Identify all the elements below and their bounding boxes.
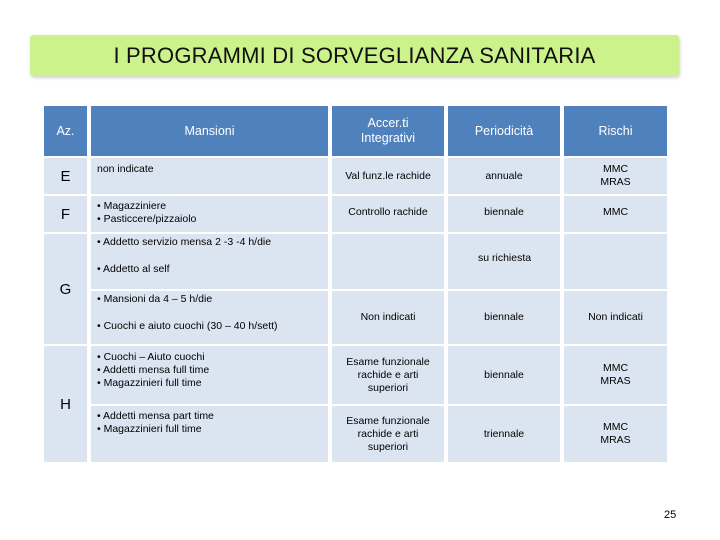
row-h-accertamenti-2: Esame funzionale rachide e arti superiori — [332, 406, 444, 462]
row-f-accertamenti: Controllo rachide — [332, 196, 444, 232]
row-h-periodicita-2: triennale — [448, 406, 560, 462]
row-g-rischi-b: Non indicati — [564, 291, 667, 344]
header-periodicita: Periodicità — [448, 106, 560, 156]
row-h-periodicita-1: biennale — [448, 346, 560, 404]
row-f-mansioni: • Magazziniere • Pasticcere/pizzaiolo — [91, 196, 328, 232]
row-e-periodicita: annuale — [448, 158, 560, 194]
row-h-rischi-2: MMC MRAS — [564, 406, 667, 462]
row-g-mansioni-4: • Cuochi e aiuto cuochi (30 – 40 h/sett) — [97, 320, 278, 332]
row-g-az: G — [44, 234, 87, 344]
row-f-rischi: MMC — [564, 196, 667, 232]
slide-title: I PROGRAMMI DI SORVEGLIANZA SANITARIA — [113, 42, 596, 68]
row-e-rischi: MMC MRAS — [564, 158, 667, 194]
row-g-mansioni-1: • Addetto servizio mensa 2 -3 -4 h/die — [97, 236, 272, 248]
page-number: 25 — [664, 509, 677, 521]
row-g-mansioni-2: • Addetto al self — [97, 263, 170, 275]
row-g-periodicita-b: biennale — [448, 291, 560, 344]
row-h-rischi-1: MMC MRAS — [564, 346, 667, 404]
header-mansioni: Mansioni — [91, 106, 328, 156]
row-h-accertamenti-1: Esame funzionale rachide e arti superiori — [332, 346, 444, 404]
row-e-mansioni: non indicate — [91, 158, 328, 194]
row-h-az: H — [44, 346, 87, 462]
row-g-accertamenti-a — [332, 234, 444, 289]
row-f-periodicita: biennale — [448, 196, 560, 232]
row-h-mansioni-2: • Addetti mensa part time • Magazzinieri full time — [91, 406, 328, 462]
row-e-accertamenti: Val funz.le rachide — [332, 158, 444, 194]
row-e-az: E — [44, 158, 87, 194]
header-accertamenti: Accer.ti Integrativi — [332, 106, 444, 156]
row-h-mansioni-1: • Cuochi – Aiuto cuochi • Addetti mensa full time • Magazzinieri full time — [91, 346, 328, 404]
row-g-periodicita-a-value: su richiesta — [478, 252, 532, 264]
header-az: Az. — [44, 106, 87, 156]
row-g-rischi-a — [564, 234, 667, 289]
slide-title-banner — [30, 35, 679, 76]
row-g-accertamenti-b: Non indicati — [332, 291, 444, 344]
row-g-mansioni-3: • Mansioni da 4 – 5 h/die — [97, 293, 213, 305]
row-f-az: F — [44, 196, 87, 232]
header-rischi: Rischi — [564, 106, 667, 156]
